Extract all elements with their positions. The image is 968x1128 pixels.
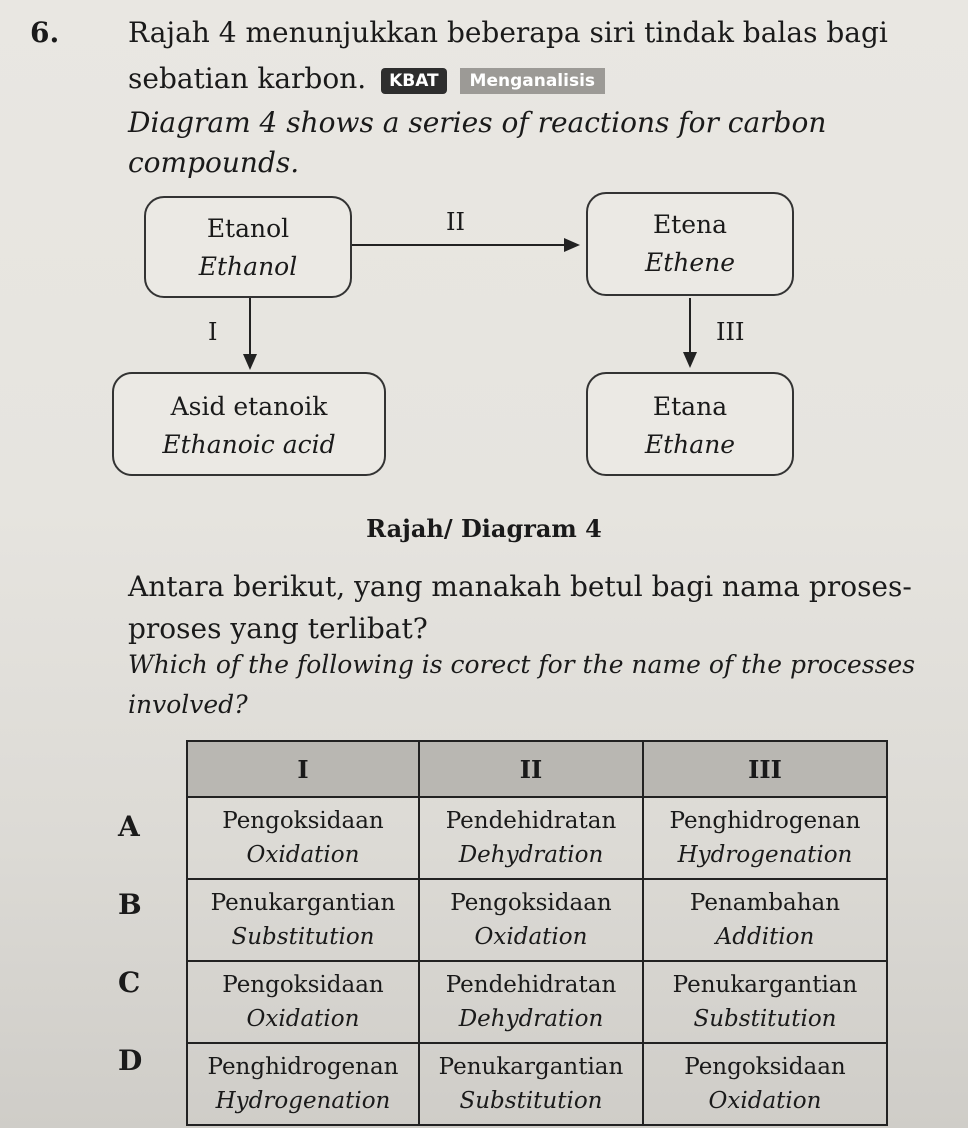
table-row-A[interactable] xyxy=(187,797,887,879)
option-letter-B[interactable]: B xyxy=(118,888,142,921)
prompt-line-4: involved? xyxy=(128,690,248,719)
ethanol-malay: Etanol xyxy=(206,214,290,243)
arrow-I xyxy=(243,298,257,370)
diagram-caption: Rajah/ Diagram 4 xyxy=(366,514,602,543)
prompt-line-2: proses yang terlibat? xyxy=(128,612,428,645)
header-II: II xyxy=(419,741,643,797)
option-letter-A[interactable]: A xyxy=(118,810,140,843)
table-row-C[interactable] xyxy=(187,961,887,1043)
option-letter-D[interactable]: D xyxy=(118,1044,143,1077)
prompt-line-1: Antara berikut, yang manakah betul bagi nama proses- xyxy=(128,570,912,603)
options-table xyxy=(186,740,888,1126)
ethane-english: Ethane xyxy=(644,430,736,459)
question-number: 6. xyxy=(30,16,60,49)
acid-english: Ethanoic acid xyxy=(162,430,336,459)
table-cell: Penukargantian Substitution xyxy=(187,879,419,961)
table-cell: Penambahan Addition xyxy=(643,879,887,961)
ethene-english: Ethene xyxy=(644,248,736,277)
skill-badge: Menganalisis xyxy=(460,68,605,94)
table-cell: Pengoksidaan Oxidation xyxy=(187,961,419,1043)
table-cell: Pendehidratan Dehydration xyxy=(419,797,643,879)
table-cell: Penghidrogenan Hydrogenation xyxy=(643,797,887,879)
question-line-2: sebatian karbon. xyxy=(128,62,367,95)
label-III: III xyxy=(716,318,745,346)
option-letter-C[interactable]: C xyxy=(118,966,141,999)
table-header-row xyxy=(187,741,887,797)
diagram-arrows xyxy=(0,0,968,500)
table-cell: Penukargantian Substitution xyxy=(643,961,887,1043)
arrow-II xyxy=(352,238,580,252)
table-row-D[interactable] xyxy=(187,1043,887,1125)
ethanol-english: Ethanol xyxy=(198,252,298,281)
label-I: I xyxy=(208,318,218,346)
table-cell: Pengoksidaan Oxidation xyxy=(419,879,643,961)
table-row-B[interactable] xyxy=(187,879,887,961)
table-cell: Penghidrogenan Hydrogenation xyxy=(187,1043,419,1125)
table-cell: Pengoksidaan Oxidation xyxy=(187,797,419,879)
question-line-4: compounds. xyxy=(128,146,300,179)
kbat-badge: KBAT xyxy=(381,68,447,94)
prompt-line-3: Which of the following is corect for the name of the processes xyxy=(128,650,916,679)
header-I: I xyxy=(187,741,419,797)
table-cell: Pengoksidaan Oxidation xyxy=(643,1043,887,1125)
table-cell: Penukargantian Substitution xyxy=(419,1043,643,1125)
ethene-malay: Etena xyxy=(652,210,728,239)
table-cell: Pendehidratan Dehydration xyxy=(419,961,643,1043)
question-line-1: Rajah 4 menunjukkan beberapa siri tindak balas bagi xyxy=(128,16,888,49)
question-line-3: Diagram 4 shows a series of reactions for carbon xyxy=(128,106,827,139)
acid-malay: Asid etanoik xyxy=(170,392,328,421)
header-III: III xyxy=(643,741,887,797)
ethane-malay: Etana xyxy=(652,392,728,421)
arrow-III xyxy=(683,298,697,368)
label-II: II xyxy=(446,208,465,236)
